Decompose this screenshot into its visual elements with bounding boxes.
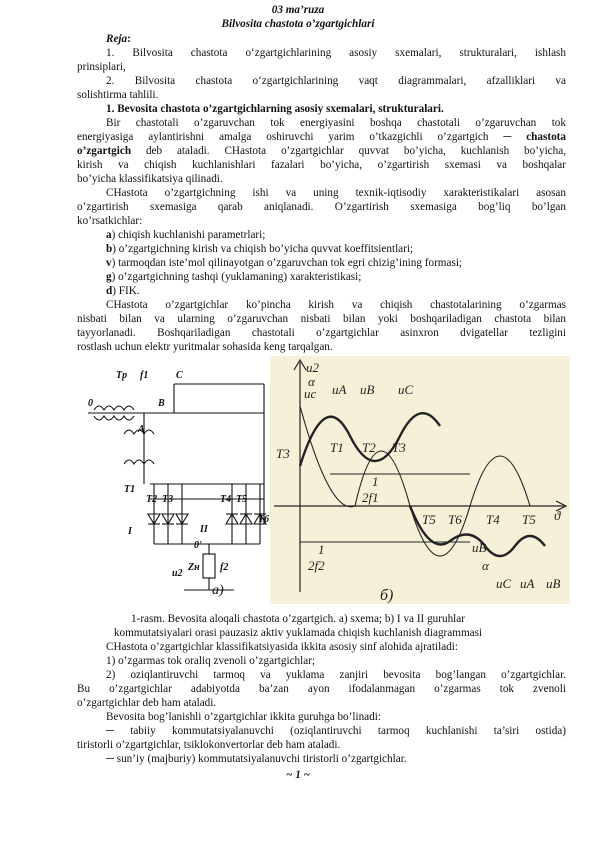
list-item (106, 270, 361, 284)
paragraph-line: ─ sun’iy (majburiy) kommutatsiyalanuvchi tiristorli o’zgartgichlar. (106, 753, 407, 765)
paragraph-line: Bu o’zgartgichlar adabiyotda ba’zan ayon ifodalanmagan o’zgarmas tok zvenoli (77, 683, 566, 695)
label-t3: T3 (392, 440, 406, 455)
paragraph-line: 2) oziqlantiruvchi tarmoq va yuklama zanjiri bevosita bog’langan o’zgartgichlar. (106, 669, 566, 681)
label-t5: T5 (522, 512, 536, 527)
label-f1: f1 (140, 370, 149, 381)
label-zero-prime: 0' (194, 540, 202, 551)
label-t3: T3 (162, 494, 174, 505)
plan-item-2-cont: solishtirma tahlili. (77, 89, 159, 101)
list-letter: a (106, 229, 112, 241)
plan-item-1: 1. Bilvosita chastota o‘zgartgichlarining asosiy sxemalari, strukturalari, ishlash (106, 47, 566, 59)
label-ub: uB (360, 382, 375, 397)
section-heading: 1. Bevosita chastota o’zgartgichlarning asosiy sxemalari, strukturalari. (106, 103, 444, 115)
paragraph-line: Bir chastotali o’zgaruvchan tok energiyasini boshqa chastotali o’zgaruvchan tok (106, 117, 566, 129)
label-ua-bottom: uA (520, 576, 535, 591)
label-frac-num-1: 1 (372, 474, 379, 489)
label-t2: T2 (146, 494, 158, 505)
label-zero: 0 (88, 398, 93, 409)
plan-item-1-cont: prinsiplari, (77, 61, 126, 73)
label-t6: T6 (258, 514, 270, 525)
text-span: energiyasiga aylantirishni amalga oshiruvchi yarim o’tkazgichli o’zgartgich ─ (77, 131, 512, 143)
list-text: ) FIK. (112, 285, 140, 297)
paragraph-line: kirish va chiqish kuchlanishlari fazalari bo’yicha, o’zgartirish sxemasi va boshqalar (77, 159, 566, 171)
list-text: ) tarmoqdan iste’mol qilinayotgan o’zgaruvchan tok egri chizig’ining formasi; (111, 257, 463, 269)
label-theta: ϑ (554, 508, 561, 523)
plan-heading (106, 32, 131, 46)
paragraph-line: CHastota o’zgartgichlar klassifikatsiyasida ikkita asosiy sinf alohida ajratiladi: (106, 641, 459, 653)
paragraph-line: 1) o’zgarmas tok oraliq zvenoli o’zgartgichlar; (106, 655, 316, 667)
caption-a: a) (212, 583, 224, 598)
label-frac-den-1: 2f1 (362, 490, 379, 505)
paragraph-line: Bevosita bog’lanishli o’zgartgichlar ikkita guruhga bo’linadi: (106, 711, 381, 723)
page-number: ~ 1 ~ (286, 769, 310, 781)
label-u2: u2 (172, 568, 183, 579)
list-letter: v (106, 257, 112, 269)
voltage-diagram (270, 356, 570, 604)
paragraph-line: o’zgartirish sxemasiga qarab aniqlanadi. O’zgartirish sxemasiga bog’liq bo’lgan (77, 201, 566, 213)
plan-label: Reja (106, 33, 128, 45)
term-bold: o’zgartgich (77, 145, 132, 157)
list-text: ) o’zgartgichning kirish va chiqish bo’yicha quvvat koeffitsientlari; (112, 243, 414, 255)
figure-caption-line-2: kommutatsiyalari orasi pauzasiz aktiv yuklamada chiqish kuchlanish diagrammasi (113, 627, 483, 639)
converter-scheme (84, 354, 270, 604)
paragraph-line: o’zgartgichlar deb ham ataladi. (77, 697, 217, 709)
plan-colon: : (127, 33, 131, 45)
figure-caption-line-1: 1-rasm. Bevosita aloqali chastota o’zgartgich. a) sxema; b) I va II guruhlar (131, 613, 465, 625)
label-group-1: I (128, 526, 132, 537)
list-text: ) o’zgartgichning tashqi (yuklamaning) xarakteristikasi; (111, 271, 362, 283)
label-zn: Zн (188, 562, 200, 573)
list-letter: b (106, 243, 113, 255)
label-t5-left: T5 (422, 512, 436, 527)
label-frac-den-2: 2f2 (308, 558, 325, 573)
label-alpha-2: α (482, 558, 489, 573)
list-letter: g (106, 271, 112, 283)
paragraph-line: rostlash uchun elektr yuritmalar sohasida keng tarqalgan. (77, 341, 333, 353)
label-ua: uA (332, 382, 347, 397)
list-item (106, 228, 265, 242)
lecture-number: 03 ma’ruza (271, 4, 325, 16)
label-uc-bottom: uC (496, 576, 512, 591)
paragraph-line: bo’yicha klassifikatsiya qilinadi. (77, 173, 223, 185)
label-group-2: II (200, 524, 208, 535)
label-tp: Tp (116, 370, 128, 381)
list-letter: d (106, 285, 113, 297)
paragraph-line: nisbati bilan va ularning o’zgaruvchan nisbati bilan yoki boshqariladigan chastota bilan (77, 313, 566, 325)
page-title: Bilvosita chastota o’zgartgichlari (221, 18, 375, 30)
paragraph-line: tayyorlanadi. Boshqariladigan chastotali o’zgartgichlar asinxron dvigatellar tezligini (77, 327, 566, 339)
label-t3-left: T3 (276, 446, 290, 461)
list-text: ) chiqish kuchlanishi parametrlari; (111, 229, 266, 241)
label-c: C (176, 370, 183, 381)
label-t1: T1 (330, 440, 344, 455)
paragraph-line: ko’rsatkichlar: (77, 215, 143, 227)
list-item (106, 242, 413, 256)
paragraph-line: CHastota o’zgartgichlar ko’pincha kirish va chiqish chastotalarining o’zgarmas (106, 299, 566, 311)
paragraph-line (77, 130, 566, 144)
paragraph-line: tiristorli o’zgartgichlar, tsiklokonvertorlar deb ham ataladi. (77, 739, 341, 751)
label-uc2: uC (398, 382, 414, 397)
list-item (106, 284, 140, 298)
label-t4: T4 (486, 512, 500, 527)
paragraph-line: CHastota o’zgartgichning ishi va uning texnik-iqtisodiy xarakteristikalari asosan (106, 187, 566, 199)
paragraph-line (77, 144, 566, 158)
plan-item-2: 2. Bilvosita chastota o‘zgartgichlarining vaqt diagrammalari, afzalliklari va (106, 75, 566, 87)
label-a: A (138, 424, 145, 435)
label-b: B (158, 398, 165, 409)
term-bold: chastota (511, 131, 566, 143)
label-uc: uc (304, 386, 317, 401)
caption-b: б) (380, 587, 394, 604)
label-alpha: α (308, 374, 315, 389)
label-t1: T1 (124, 484, 136, 495)
label-ub-bottom: uB (472, 540, 487, 555)
label-t4: T4 (220, 494, 232, 505)
label-t6: T6 (448, 512, 462, 527)
label-ub-bottom-2: uB (546, 576, 561, 591)
text-span: deb ataladi. CHastota o’zgartgichlar quvvat bo’yicha, kuchlanish bo’yicha, (131, 145, 566, 157)
label-t5: T5 (236, 494, 248, 505)
paragraph-line: ─ tabiiy kommutatsiyalanuvchi (oziqlantiruvchi tarmoq kuchlanishi ta’siri ostida) (106, 725, 566, 737)
label-f2: f2 (220, 562, 229, 573)
label-u2: u2 (306, 360, 319, 375)
label-frac-num-2: 1 (318, 542, 325, 557)
list-item (106, 256, 462, 270)
label-t2: T2 (362, 440, 376, 455)
